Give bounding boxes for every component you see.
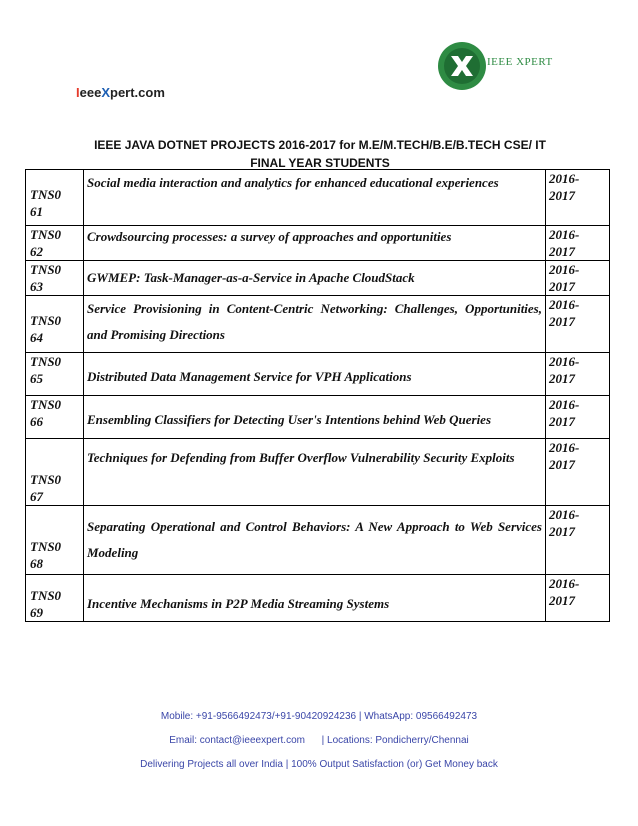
year-start: 2016- — [549, 440, 580, 455]
footer-email-line: Email: contact@ieeexpert.com | Locations: Pondicherry/Chennai — [169, 735, 469, 746]
year-start: 2016- — [549, 171, 580, 186]
year-start: 2016- — [549, 262, 580, 277]
project-year — [546, 506, 610, 575]
table-row — [26, 439, 610, 506]
table-row — [26, 353, 610, 396]
year-start: 2016- — [549, 507, 580, 522]
logo-text: IEEE XPERT — [487, 56, 553, 68]
year-start: 2016- — [549, 297, 580, 312]
project-code — [26, 170, 84, 226]
project-code — [26, 226, 84, 261]
brand-letter-i: I — [76, 85, 80, 100]
code-prefix: TNS0 — [30, 262, 62, 277]
project-title: Social media interaction and analytics for enhanced educational experiences — [84, 170, 546, 226]
table-row — [26, 506, 610, 575]
code-number: 63 — [30, 279, 43, 294]
project-year — [546, 261, 610, 296]
year-end: 2017 — [549, 414, 575, 429]
project-year — [546, 226, 610, 261]
project-code — [26, 396, 84, 439]
project-title: Techniques for Defending from Buffer Overflow Vulnerability Security Exploits — [84, 439, 546, 506]
table-row — [26, 296, 610, 353]
project-code — [26, 506, 84, 575]
year-start: 2016- — [549, 227, 580, 242]
brand-letter-x: X — [101, 85, 110, 100]
code-number: 67 — [30, 489, 43, 504]
year-end: 2017 — [549, 593, 575, 608]
footer-contact-line: Mobile: +91-9566492473/+91-90420924236 | WhatsApp: 09566492473 — [160, 711, 478, 722]
code-prefix: TNS0 — [30, 539, 62, 554]
project-title: Service Provisioning in Content-Centric Networking: Challenges, Opportunities, and Promising Directions — [84, 296, 546, 353]
year-start: 2016- — [549, 576, 580, 591]
project-title: GWMEP: Task-Manager-as-a-Service in Apache CloudStack — [84, 261, 546, 296]
project-year — [546, 296, 610, 353]
project-code — [26, 261, 84, 296]
code-number: 69 — [30, 605, 43, 620]
year-end: 2017 — [549, 371, 575, 386]
brand-letters-eee: eee — [79, 85, 102, 100]
project-code — [26, 439, 84, 506]
code-number: 68 — [30, 556, 43, 571]
project-year — [546, 575, 610, 622]
heading-line-2: FINAL YEAR STUDENTS — [250, 156, 390, 170]
code-number: 65 — [30, 371, 43, 386]
code-number: 62 — [30, 244, 43, 259]
table-row — [26, 396, 610, 439]
brand-letters-pert: pert.com — [110, 85, 165, 100]
code-prefix: TNS0 — [30, 227, 62, 242]
year-start: 2016- — [549, 397, 580, 412]
code-prefix: TNS0 — [30, 472, 62, 487]
year-end: 2017 — [549, 244, 575, 259]
brand-website — [76, 85, 165, 100]
code-number: 64 — [30, 330, 43, 345]
project-year — [546, 396, 610, 439]
table-row — [26, 575, 610, 622]
project-title: Incentive Mechanisms in P2P Media Streaming Systems — [84, 575, 546, 622]
project-title: Distributed Data Management Service for VPH Applications — [84, 353, 546, 396]
project-code — [26, 575, 84, 622]
project-title: Ensembling Classifiers for Detecting User's Intentions behind Web Queries — [84, 396, 546, 439]
project-year — [546, 439, 610, 506]
year-end: 2017 — [549, 188, 575, 203]
year-end: 2017 — [549, 524, 575, 539]
year-start: 2016- — [549, 354, 580, 369]
table-row — [26, 170, 610, 226]
year-end: 2017 — [549, 279, 575, 294]
code-prefix: TNS0 — [30, 187, 62, 202]
project-title: Crowdsourcing processes: a survey of approaches and opportunities — [84, 226, 546, 261]
code-prefix: TNS0 — [30, 588, 62, 603]
project-title: Separating Operational and Control Behaviors: A New Approach to Web Services Modeling — [84, 506, 546, 575]
year-end: 2017 — [549, 457, 575, 472]
project-year — [546, 353, 610, 396]
code-prefix: TNS0 — [30, 397, 62, 412]
project-code — [26, 353, 84, 396]
footer-tagline: Delivering Projects all over India | 100% Output Satisfaction (or) Get Money back — [140, 759, 498, 770]
year-end: 2017 — [549, 314, 575, 329]
project-year — [546, 170, 610, 226]
heading-line-1: IEEE JAVA DOTNET PROJECTS 2016-2017 for M.E/M.TECH/B.E/B.TECH CSE/ IT — [94, 138, 546, 152]
table-row — [26, 261, 610, 296]
project-code — [26, 296, 84, 353]
code-number: 66 — [30, 414, 43, 429]
page-heading — [60, 136, 580, 172]
code-prefix: TNS0 — [30, 313, 62, 328]
code-number: 61 — [30, 204, 43, 219]
projects-table — [25, 169, 610, 622]
table-row — [26, 226, 610, 261]
code-prefix: TNS0 — [30, 354, 62, 369]
